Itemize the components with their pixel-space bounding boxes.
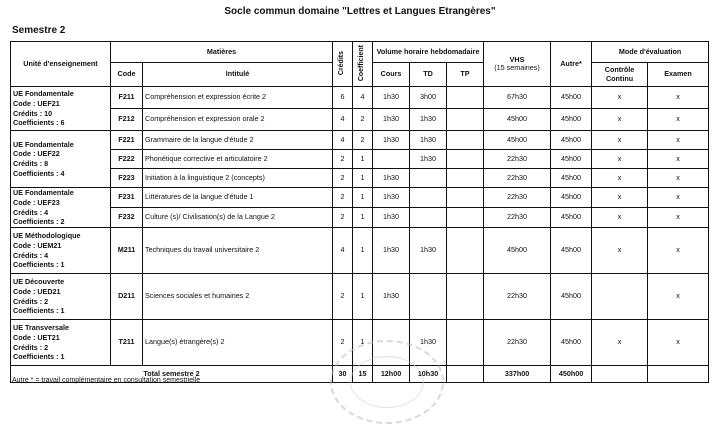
course-title: Grammaire de la langue d'étude 2 (143, 131, 333, 150)
course-cc: x (592, 131, 648, 150)
ue-cell-uem21 (11, 228, 111, 274)
course-title: Culture (s)/ Civilisation(s) de la Langue 2 (143, 208, 333, 228)
course-tp (447, 109, 484, 131)
table-row (11, 131, 709, 150)
ue-cell-uet21 (11, 320, 111, 366)
course-exam: x (648, 87, 709, 109)
course-autre: 45h00 (551, 274, 592, 320)
course-tp (447, 150, 484, 169)
course-cours: 1h30 (373, 274, 410, 320)
course-credits: 2 (333, 150, 353, 169)
header-matieres: Matières (111, 42, 333, 63)
course-autre: 45h00 (551, 169, 592, 188)
course-exam: x (648, 320, 709, 366)
course-cours (373, 320, 410, 366)
course-cours: 1h30 (373, 109, 410, 131)
course-tp (447, 188, 484, 208)
course-td: 1h30 (410, 131, 447, 150)
ue-credits: Crédits : 4 (13, 250, 49, 260)
course-table (10, 41, 709, 383)
header-coefficient-label: Coefficient (358, 44, 366, 81)
ue-credits: Crédits : 10 (13, 108, 53, 118)
ue-coefficients: Coefficients : 2 (13, 217, 65, 227)
total-cc (592, 366, 648, 383)
total-credits: 30 (333, 366, 353, 383)
course-tp (447, 208, 484, 228)
course-code: D211 (111, 274, 143, 320)
total-label: Total semestre 2 (11, 366, 333, 383)
course-credits: 2 (333, 169, 353, 188)
course-vhs: 22h30 (484, 208, 551, 228)
course-exam: x (648, 169, 709, 188)
header-vhs (484, 42, 551, 87)
course-cc: x (592, 87, 648, 109)
course-cc: x (592, 208, 648, 228)
course-autre: 45h00 (551, 131, 592, 150)
course-autre: 45h00 (551, 109, 592, 131)
course-autre: 45h00 (551, 87, 592, 109)
course-coef: 1 (353, 274, 373, 320)
ue-code: Code : UED21 (13, 286, 61, 296)
table-row (11, 188, 709, 208)
course-td: 1h30 (410, 109, 447, 131)
header-code: Code (111, 63, 143, 87)
table-row (11, 150, 709, 169)
course-exam: x (648, 150, 709, 169)
course-vhs: 22h30 (484, 169, 551, 188)
footnote: Autre * = travail complémentaire en consultation semestrielle (12, 377, 201, 384)
header-td: TD (410, 63, 447, 87)
course-coef: 2 (353, 131, 373, 150)
header-credits (333, 42, 353, 87)
ue-name: UE Transversale (13, 323, 69, 333)
course-tp (447, 169, 484, 188)
course-vhs: 45h00 (484, 131, 551, 150)
course-cc: x (592, 228, 648, 274)
course-code: M211 (111, 228, 143, 274)
ue-credits: Crédits : 8 (13, 159, 49, 168)
semester-heading: Semestre 2 (12, 25, 66, 36)
course-exam: x (648, 228, 709, 274)
ue-code: Code : UEM21 (13, 240, 62, 250)
table-row (11, 169, 709, 188)
course-credits: 2 (333, 274, 353, 320)
course-cours: 1h30 (373, 228, 410, 274)
total-vhs: 337h00 (484, 366, 551, 383)
header-vhs-sub: (15 semaines) (494, 63, 540, 72)
course-title: Initiation à la linguistique 2 (concepts) (143, 169, 333, 188)
course-credits: 4 (333, 228, 353, 274)
ue-coefficients: Coefficients : 1 (13, 306, 65, 316)
course-coef: 4 (353, 87, 373, 109)
course-tp (447, 274, 484, 320)
ue-name: UE Méthodologique (13, 231, 81, 241)
course-td: 3h00 (410, 87, 447, 109)
ue-name: UE Fondamentale (13, 89, 74, 99)
course-coef: 1 (353, 169, 373, 188)
course-code: F222 (111, 150, 143, 169)
course-tp (447, 131, 484, 150)
total-coef: 15 (353, 366, 373, 383)
course-td: 1h30 (410, 228, 447, 274)
ue-code: Code : UET21 (13, 332, 60, 342)
course-code: F223 (111, 169, 143, 188)
course-autre: 45h00 (551, 228, 592, 274)
course-coef: 1 (353, 188, 373, 208)
course-exam: x (648, 208, 709, 228)
total-td: 10h30 (410, 366, 447, 383)
course-title: Sciences sociales et humaines 2 (143, 274, 333, 320)
ue-cell-uef23 (11, 188, 111, 228)
table-row (11, 87, 709, 109)
course-td (410, 188, 447, 208)
course-vhs: 22h30 (484, 274, 551, 320)
course-title: Techniques du travail universitaire 2 (143, 228, 333, 274)
course-autre: 45h00 (551, 150, 592, 169)
course-cc (592, 274, 648, 320)
total-autre: 450h00 (551, 366, 592, 383)
ue-credits: Crédits : 2 (13, 342, 49, 352)
course-cc: x (592, 169, 648, 188)
total-tp (447, 366, 484, 383)
ue-code: Code : UEF23 (13, 197, 60, 207)
header-controle: Contrôle Continu (592, 63, 648, 87)
course-credits: 2 (333, 188, 353, 208)
course-cc: x (592, 320, 648, 366)
course-coef: 1 (353, 228, 373, 274)
course-vhs: 45h00 (484, 228, 551, 274)
course-td (410, 208, 447, 228)
ue-name: UE Fondamentale (13, 188, 74, 198)
course-coef: 1 (353, 208, 373, 228)
ue-code: Code : UEF22 (13, 149, 60, 159)
course-code: F231 (111, 188, 143, 208)
ue-cell-uef21 (11, 87, 111, 131)
course-cc: x (592, 109, 648, 131)
header-volume: Volume horaire hebdomadaire (373, 42, 484, 63)
course-exam: x (648, 188, 709, 208)
course-credits: 6 (333, 87, 353, 109)
ue-cell-uef22 (11, 131, 111, 188)
total-cours: 12h00 (373, 366, 410, 383)
header-mode: Mode d'évaluation (592, 42, 709, 63)
header-credits-label: Crédits (338, 50, 346, 75)
course-coef: 1 (353, 320, 373, 366)
course-autre: 45h00 (551, 208, 592, 228)
ue-credits: Crédits : 2 (13, 296, 49, 306)
course-coef: 1 (353, 150, 373, 169)
ue-coefficients: Coefficients : 1 (13, 260, 65, 270)
ue-cell-ued21 (11, 274, 111, 320)
course-credits: 2 (333, 208, 353, 228)
ue-credits: Crédits : 4 (13, 207, 49, 217)
course-credits: 4 (333, 109, 353, 131)
course-autre: 45h00 (551, 188, 592, 208)
course-vhs: 22h30 (484, 150, 551, 169)
course-td (410, 169, 447, 188)
ue-coefficients: Coefficients : 4 (13, 168, 65, 178)
course-code: F211 (111, 87, 143, 109)
header-cours: Cours (373, 63, 410, 87)
course-code: T211 (111, 320, 143, 366)
course-code: F232 (111, 208, 143, 228)
course-cours: 1h30 (373, 131, 410, 150)
header-tp: TP (447, 63, 484, 87)
header-intitule: Intitulé (143, 63, 333, 87)
header-examen: Examen (648, 63, 709, 87)
course-td: 1h30 (410, 150, 447, 169)
header-ue: Unité d'enseignement (11, 42, 111, 87)
course-autre: 45h00 (551, 320, 592, 366)
course-exam: x (648, 109, 709, 131)
table-row (11, 109, 709, 131)
table-row (11, 274, 709, 320)
course-cours (373, 150, 410, 169)
course-title: Langue(s) étrangère(s) 2 (143, 320, 333, 366)
course-vhs: 67h30 (484, 87, 551, 109)
header-coefficient (353, 42, 373, 87)
course-title: Phonétique corrective et articulatoire 2 (143, 150, 333, 169)
course-title: Littératures de la langue d'étude 1 (143, 188, 333, 208)
table-row (11, 208, 709, 228)
ue-coefficients: Coefficients : 1 (13, 352, 65, 362)
table-row (11, 320, 709, 366)
course-credits: 2 (333, 320, 353, 366)
ue-code: Code : UEF21 (13, 98, 60, 108)
course-cours: 1h30 (373, 188, 410, 208)
course-vhs: 22h30 (484, 320, 551, 366)
course-cc: x (592, 150, 648, 169)
ue-coefficients: Coefficients : 6 (13, 118, 65, 128)
course-vhs: 45h00 (484, 109, 551, 131)
course-td (410, 274, 447, 320)
course-coef: 2 (353, 109, 373, 131)
course-tp (447, 320, 484, 366)
course-cours: 1h30 (373, 208, 410, 228)
page-title: Socle commun domaine "Lettres et Langues Etrangères" (224, 6, 496, 17)
course-cc: x (592, 188, 648, 208)
course-exam: x (648, 274, 709, 320)
course-code: F221 (111, 131, 143, 150)
table-row (11, 228, 709, 274)
course-credits: 4 (333, 131, 353, 150)
course-tp (447, 228, 484, 274)
course-cours: 1h30 (373, 169, 410, 188)
header-autre: Autre* (551, 42, 592, 87)
course-title: Compréhension et expression écrite 2 (143, 87, 333, 109)
course-title: Compréhension et expression orale 2 (143, 109, 333, 131)
course-code: F212 (111, 109, 143, 131)
ue-name: UE Découverte (13, 277, 65, 287)
course-exam: x (648, 131, 709, 150)
course-tp (447, 87, 484, 109)
header-vhs-label: VHS (509, 54, 525, 64)
course-vhs: 22h30 (484, 188, 551, 208)
total-exam (648, 366, 709, 383)
ue-name: UE Fondamentale (13, 139, 74, 149)
course-td: 1h30 (410, 320, 447, 366)
course-cours: 1h30 (373, 87, 410, 109)
